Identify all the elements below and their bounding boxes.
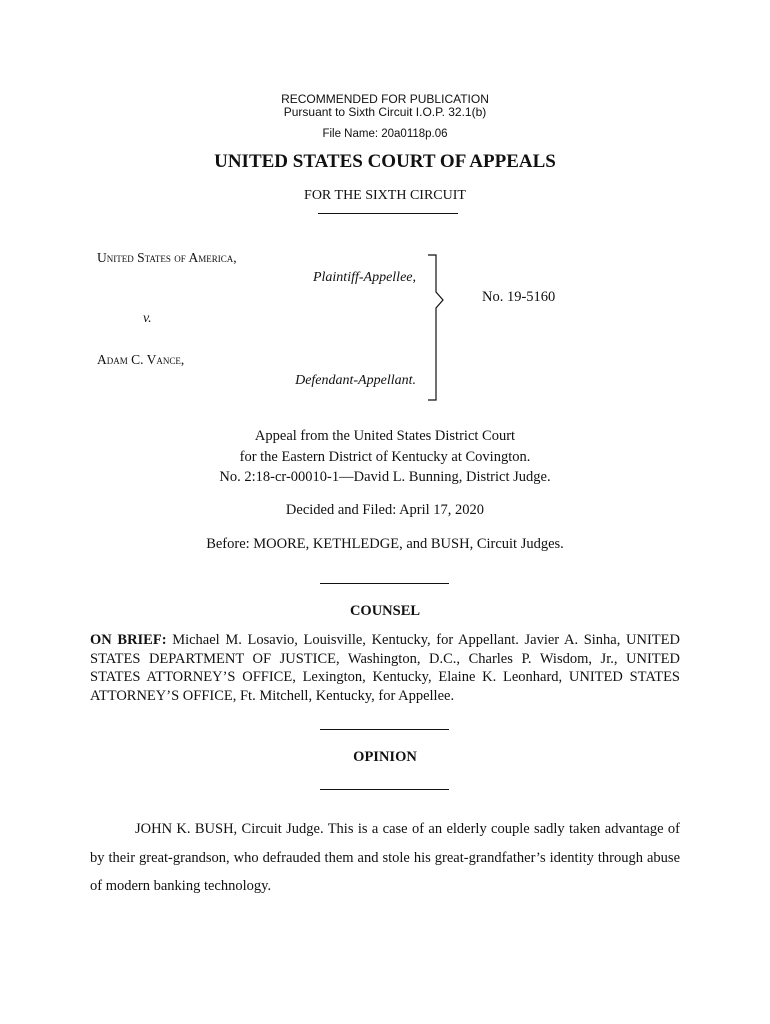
plaintiff-role: Plaintiff-Appellee, <box>312 270 416 285</box>
plaintiff-name: United States of America, <box>97 250 237 265</box>
caption-bracket <box>425 254 449 402</box>
appeal-line-3: No. 2:18-cr-00010-1—David L. Bunning, District Judge. <box>219 469 551 485</box>
opinion-paragraph <box>90 815 680 901</box>
versus: v. <box>143 311 152 326</box>
opinion-text: JOHN K. BUSH, Circuit Judge. This is a case of an elderly couple sadly taken advantage of by their great-grandson, who defrauded them and stole his great-grandfather’s identity through abuse of modern banking technology. <box>90 821 680 894</box>
file-name: File Name: 20a0118p.06 <box>322 128 448 140</box>
counsel-paragraph <box>90 631 680 705</box>
defendant-role: Defendant-Appellant. <box>295 373 416 388</box>
on-brief-label: ON BRIEF: <box>90 632 167 648</box>
opinion-heading: OPINION <box>353 749 417 765</box>
panel-judges: Before: MOORE, KETHLEDGE, and BUSH, Circuit Judges. <box>206 536 564 552</box>
decided-date: Decided and Filed: April 17, 2020 <box>285 502 485 518</box>
circuit-name: FOR THE SIXTH CIRCUIT <box>304 188 466 203</box>
counsel-text: Michael M. Losavio, Louisville, Kentucky, for Appellant. Javier A. Sinha, UNITED STATES DEPARTMENT OF JUSTICE, Washington, D.C., Charles P. Wisdom, Jr., UNITED STATES ATTORNEY’S OFFICE, Lexington, Kentucky, Elaine K. Leonhard, UNITED STATES ATTORNEY’S OFFICE, Ft. Mitchell, Kentucky, for Appellee. <box>90 632 680 704</box>
counsel-divider-top <box>320 583 449 584</box>
publication-status: RECOMMENDED FOR PUBLICATION <box>281 92 489 106</box>
court-title: UNITED STATES COURT OF APPEALS <box>214 151 556 172</box>
publication-rule: Pursuant to Sixth Circuit I.O.P. 32.1(b) <box>283 105 487 119</box>
appeal-line-1: Appeal from the United States District Court <box>254 428 516 444</box>
appeal-line-2: for the Eastern District of Kentucky at Covington. <box>239 449 531 465</box>
docket-number: No. 19-5160 <box>482 289 556 305</box>
opinion-divider-bottom <box>320 789 449 790</box>
header-divider <box>318 213 458 214</box>
defendant-name: Adam C. Vance, <box>97 352 185 367</box>
counsel-heading: COUNSEL <box>349 603 421 619</box>
opinion-divider-top <box>320 729 449 730</box>
